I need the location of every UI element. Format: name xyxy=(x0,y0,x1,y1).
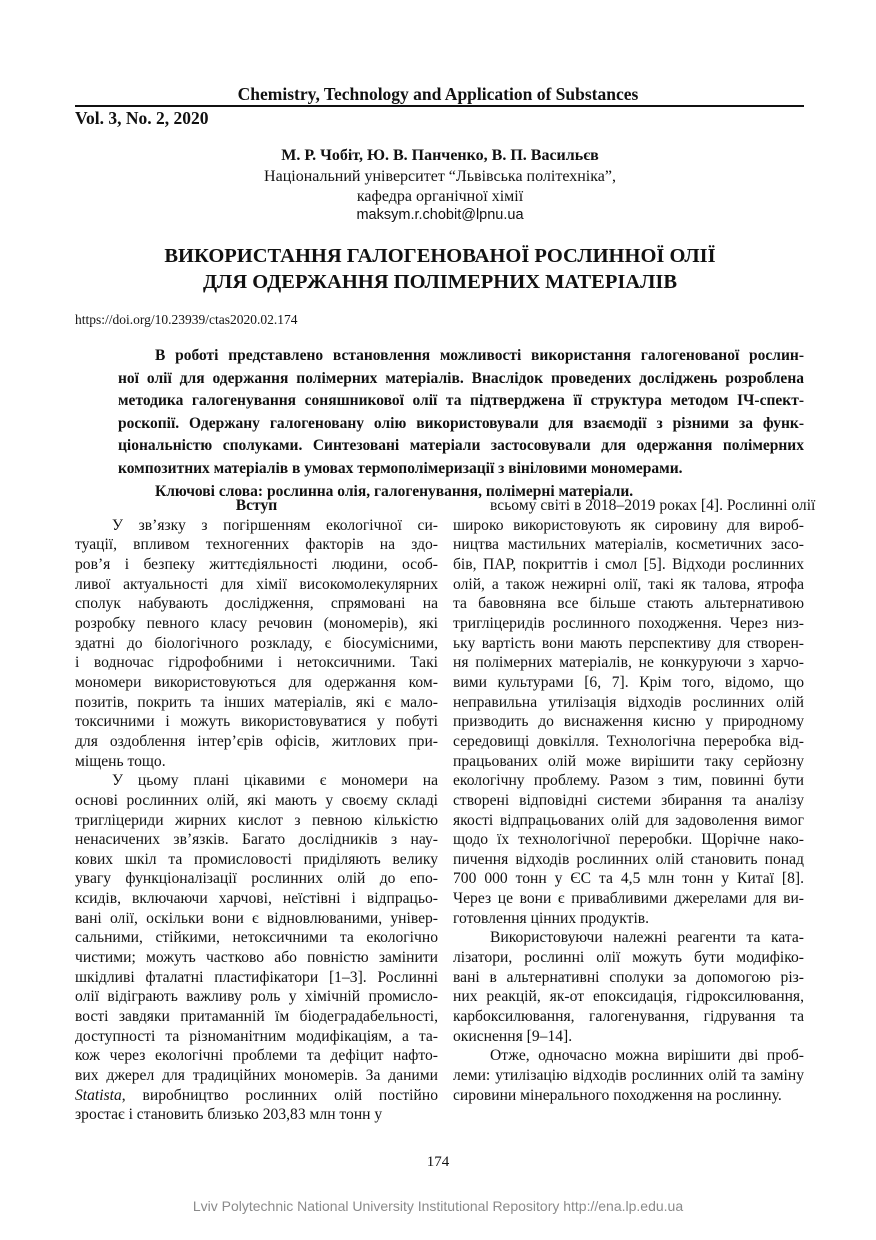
text-line: сполук набувають дослідження, спрямовані на xyxy=(75,595,438,613)
journal-title: Chemistry, Technology and Application of Substances xyxy=(237,84,639,104)
text-line: олій, а також нежирні олії, такі як талова, ятрофа xyxy=(453,575,804,593)
text-line: У зв’язку з погіршенням екологічної си- xyxy=(112,516,438,534)
text-line: окиснення [9–14]. xyxy=(453,1027,573,1045)
text-line: ня полімерних матеріалів, не конкуруючи з харчо- xyxy=(453,654,804,672)
text-line: чистими; можуть частково або повністю замінити xyxy=(75,949,438,967)
text-line: 700 000 тонн у ЄС та 4,5 млн тонн у Китаї [8]. xyxy=(453,870,804,888)
text-line: здатні до біологічного розкладу, є біосумісними, xyxy=(75,634,438,652)
text-line: шкідливі фталатні пластифікатори [1–3]. Рослинні xyxy=(75,968,438,986)
text-line: ксидів, включаючи харчові, неїстівні і відпрацьо- xyxy=(75,890,438,908)
text-line: ливої актуальності для хімії високомолекулярних xyxy=(75,575,438,593)
text-line: У цьому плані цікавими є мономери на xyxy=(112,772,438,790)
affiliation-line: кафедра органічної хімії xyxy=(356,188,524,205)
volume-info: Vol. 3, No. 2, 2020 xyxy=(75,108,209,128)
text-line: ціональністю сполуками. Синтезовані матеріали застосовували для одержання полімерних xyxy=(118,437,804,455)
affiliation-line: Національний університет “Львівська політехніка”, xyxy=(264,168,616,185)
title-line: ВИКОРИСТАННЯ ГАЛОГЕНОВАНОЇ РОСЛИННОЇ ОЛІЇ xyxy=(164,245,716,267)
text-line: міщень тощо. xyxy=(75,752,166,770)
text-line: лізатори, рослинні олії можуть бути модифіко- xyxy=(453,949,804,967)
text-line: вості завдяки притаманній їм біодеградабельності, xyxy=(75,1008,438,1026)
text-line: вих джерел для традиційних мономерів. За даними xyxy=(75,1067,438,1085)
text-line: середовищі довкілля. Технологічна переробка від- xyxy=(453,732,804,750)
left-column xyxy=(75,496,438,1125)
text-line: пичення відходів рослинних олій становить понад xyxy=(453,850,804,868)
doi-link[interactable]: https://doi.org/10.23939/ctas2020.02.174 xyxy=(75,312,298,327)
text-line: карбоксилювання, галогенування, гідрування та xyxy=(453,1008,804,1026)
repository-footer: Lviv Polytechnic National University Institutional Repository http://ena.lp.edu.ua xyxy=(192,1198,684,1214)
text-line: В роботі представлено встановлення можливості використання галогенованої рослин- xyxy=(155,347,804,364)
text-line: позитів, покрить та інших матеріалів, які є мало- xyxy=(75,693,438,711)
text-line: створені відповідні системи збирання та аналізу xyxy=(453,791,804,809)
text-line: основі рослинних олій, які мають у своєму складі xyxy=(75,791,438,809)
text-line: вані олії, оскільки вони є відновлюваними, універ- xyxy=(75,909,438,927)
text-line: увагу функціоналізації рослинних олій до епо- xyxy=(75,870,438,888)
text-line: роскопії. Одержану галогеновану олію використовували для взаємодії з різними за функ- xyxy=(118,414,804,432)
text-line: ьку вартість вони мають перспективу для створен- xyxy=(453,634,804,652)
text-line: тригліцериди жирних кислот з певною кількістю xyxy=(75,811,438,829)
text-line: них реакцій, як-от епоксидація, гідроксилювання, xyxy=(453,988,804,1006)
text-line: кож через екологічні проблеми та дефіцит нафто- xyxy=(75,1047,438,1065)
header-rule xyxy=(75,105,804,107)
text-line: готовлення цінних продуктів. xyxy=(453,909,650,927)
text-line: сировини мінерального походження на рослинну. xyxy=(453,1086,782,1104)
text-line: Отже, одночасно можна вирішити дві проб- xyxy=(490,1047,804,1065)
text-line: вані в альтернативні сполуки за допомогою різ- xyxy=(453,968,804,986)
text-line: екологічну проблему. Разом з тим, повинні бути xyxy=(453,772,804,790)
text-line: токсичними і можуть використовуватися у побуті xyxy=(75,713,438,731)
text-line: леми: утилізацію відходів рослинних олій та заміну xyxy=(453,1067,804,1085)
text-line: ництва мастильних матеріалів, косметичних засо- xyxy=(453,536,804,554)
text-line: методика галогенування соняшникової олії та підтверджена її структура методом ІЧ-спект- xyxy=(118,392,804,410)
text-line: всьому світі в 2018–2019 роках [4]. Рослинні олії xyxy=(490,497,816,514)
text-line: працьованих олій може вирішити таку серйозну xyxy=(453,752,804,770)
text-line: олії відіграють важливу роль у хімічній промисло- xyxy=(75,988,438,1006)
text-line: розробку певного класу речовин (мономерів), які xyxy=(75,614,438,632)
text-line: бів, ПАР, покриттів і смол [5]. Відходи рослинних xyxy=(453,555,804,573)
section-heading: Вступ xyxy=(235,497,278,514)
text-line: Через це вони є привабливими джерелами для ви- xyxy=(453,890,804,908)
text-line: вими культурами [6, 7]. Крім того, відомо, що xyxy=(453,673,804,691)
text-segment: , виробництво рослинних олій постійно xyxy=(121,1086,438,1104)
text-line: ненасичених зв’язків. Багато дослідників з нау- xyxy=(75,831,438,849)
text-line: для оздоблення інтер’єрів офісів, житлових при- xyxy=(75,732,438,750)
text-line: доступності та різноманітним модифікаціям, а та- xyxy=(75,1027,438,1045)
text-line: та бавовняна все більше стають альтернативою xyxy=(453,595,804,613)
text-line: неправильна утилізація відходів рослинних олій xyxy=(453,693,804,711)
text-line: якості відпрацьованих олій для задоволення вимог xyxy=(453,811,804,829)
text-line: кових шкіл та промисловості приділяють велику xyxy=(75,850,438,868)
right-column xyxy=(453,496,816,1105)
text-line: тригліцеридів рослинного походження. Через низ- xyxy=(453,614,804,632)
italic-term: Statista xyxy=(75,1086,122,1104)
text-line: і водночас гідрофобними і нетоксичними. Такі xyxy=(75,654,438,672)
text-line xyxy=(75,1086,438,1106)
text-line: широко використовують як сировину для вироб- xyxy=(453,516,804,534)
text-line: сальними, стійкими, нетоксичними та екологічно xyxy=(75,929,438,947)
text-line: призводить до виснаження кисню у природному xyxy=(453,713,804,731)
text-line: зростає і становить близько 203,83 млн тонн у xyxy=(75,1106,383,1124)
text-line: ної олії для одержання полімерних матеріалів. Внаслідок проведених досліджень розроблена xyxy=(118,369,804,387)
authors: М. Р. Чобіт, Ю. В. Панченко, В. П. Васильєв xyxy=(281,147,599,164)
text-line: Використовуючи належні реагенти та ката- xyxy=(490,929,804,947)
article-title xyxy=(80,243,800,295)
text-line: мономери використовуються для одержання ком- xyxy=(75,673,438,691)
text-line: композитних матеріалів в умовах термополімеризації з вініловими мономерами. xyxy=(118,459,683,477)
page-number: 174 xyxy=(426,1154,450,1170)
text-line: щодо їх технологічної переробки. Щорічне нако- xyxy=(453,831,804,849)
author-email[interactable]: maksym.r.chobit@lpnu.ua xyxy=(356,207,524,223)
abstract xyxy=(118,345,804,503)
text-line: ров’я і безпеку життєдіяльності людини, особ- xyxy=(75,555,438,573)
text-line: Ключові слова: рослинна олія, галогенування, полімерні матеріали. xyxy=(155,482,634,500)
text-line: туації, впливом техногенних факторів на здо- xyxy=(75,536,438,554)
title-line: ДЛЯ ОДЕРЖАННЯ ПОЛІМЕРНИХ МАТЕРІАЛІВ xyxy=(202,271,678,293)
